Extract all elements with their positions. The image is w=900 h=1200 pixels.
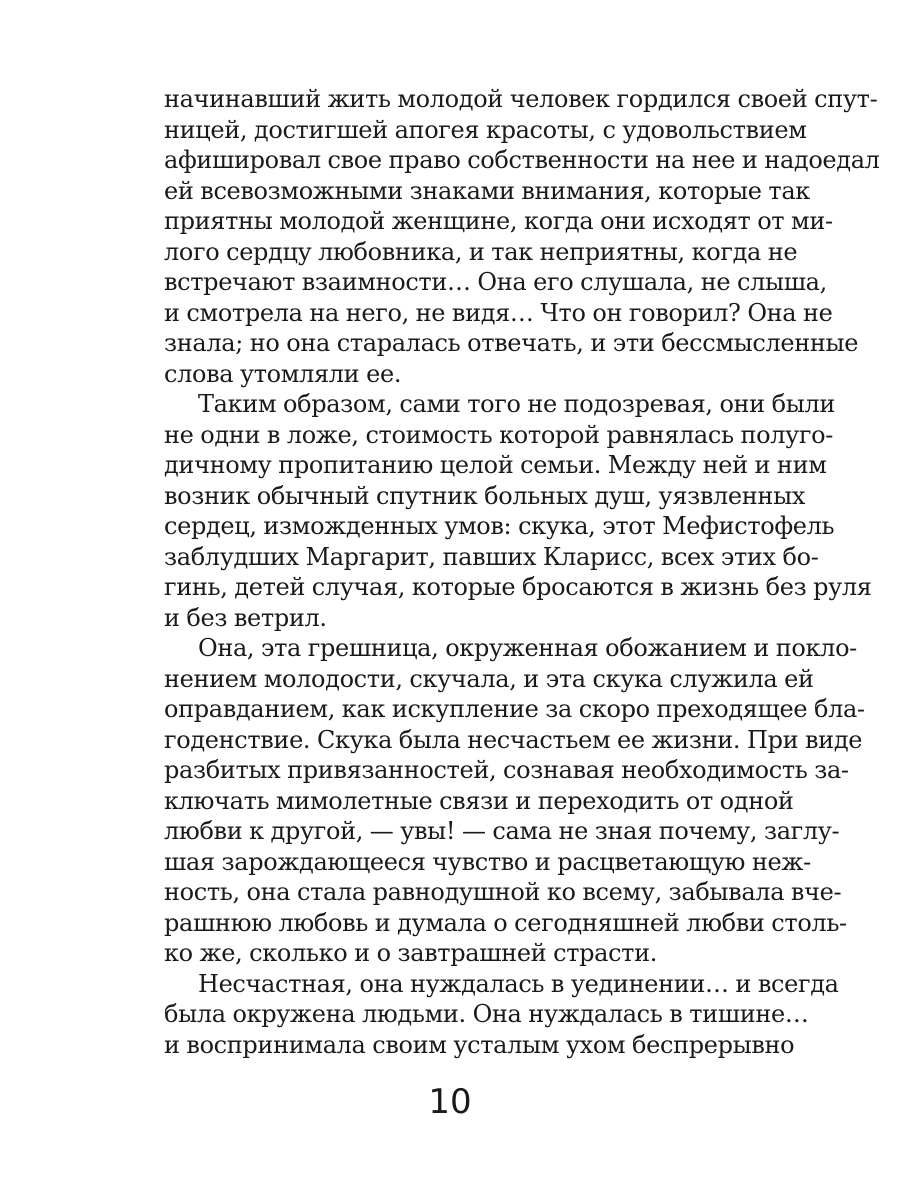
text-line: и без ветрил. bbox=[164, 603, 327, 632]
text-line: сердец, изможденных умов: скука, этот Мефистофель bbox=[164, 512, 835, 540]
text-line: афишировал свое право собственности на нее и надоедал bbox=[164, 146, 880, 174]
text-line: и смотрела на него, не видя… Что он говорил? Она не bbox=[164, 298, 833, 327]
text-line: не одни в ложе, стоимость которой равнялась полуго- bbox=[164, 420, 833, 449]
text-line: начинавший жить молодой человек гордился своей спут- bbox=[164, 85, 878, 113]
text-line: нением молодости, скучала, и эта скука служила ей bbox=[164, 664, 814, 693]
page-number: 10 bbox=[428, 1082, 472, 1122]
text-line: рашнюю любовь и думала о сегодняшней любви столь- bbox=[164, 908, 847, 937]
text-line: слова утомляли ее. bbox=[164, 359, 402, 388]
text-line: заблудших Маргарит, павших Кларисс, всех этих бо- bbox=[164, 542, 819, 571]
text-line: ей всевозможными знаками внимания, которые так bbox=[164, 176, 810, 205]
text-line: годенствие. Скука была несчастьем ее жизни. При виде bbox=[164, 725, 863, 754]
text-line: шая зарождающееся чувство и расцветающую неж- bbox=[164, 847, 811, 876]
text-line: гинь, детей случая, которые бросаются в жизнь без руля bbox=[164, 573, 872, 601]
text-line: оправданием, как искупление за скоро преходящее бла- bbox=[164, 695, 865, 723]
text-line: ницей, достигшей апогея красоты, с удовольствием bbox=[164, 115, 807, 144]
text-line: Таким образом, сами того не подозревая, они были bbox=[198, 390, 836, 418]
text-line: ключать мимолетные связи и переходить от одной bbox=[164, 786, 794, 815]
text-line: ность, она стала равнодушной ко всему, забывала вче- bbox=[164, 878, 842, 906]
text-line: встречают взаимности… Она его слушала, не слыша, bbox=[164, 268, 827, 296]
text-line: разбитых привязанностей, сознавая необходимость за- bbox=[164, 756, 849, 784]
text-line: лого сердцу любовника, и так неприятны, когда не bbox=[164, 237, 798, 266]
text-line: и воспринимала своим усталым ухом беспрерывно bbox=[164, 1030, 795, 1059]
body-text bbox=[164, 84, 880, 1060]
text-line: знала; но она старалась отвечать, и эти бессмысленные bbox=[164, 329, 859, 357]
text-line: возник обычный спутник больных душ, уязвленных bbox=[164, 481, 806, 510]
text-line: Она, эта грешница, окруженная обожанием и покло- bbox=[198, 634, 857, 662]
text-line: дичному пропитанию целой семьи. Между ней и ним bbox=[164, 451, 827, 479]
text-line: Несчастная, она нуждалась в уединении… и всегда bbox=[198, 969, 839, 998]
text-line: приятны молодой женщине, когда они исходят от ми- bbox=[164, 207, 833, 235]
text-line: ко же, сколько и о завтрашней страсти. bbox=[164, 939, 658, 967]
text-line: была окружена людьми. Она нуждалась в тишине… bbox=[164, 1000, 809, 1028]
text-line: любви к другой, — увы! — сама не зная почему, заглу- bbox=[164, 817, 840, 845]
